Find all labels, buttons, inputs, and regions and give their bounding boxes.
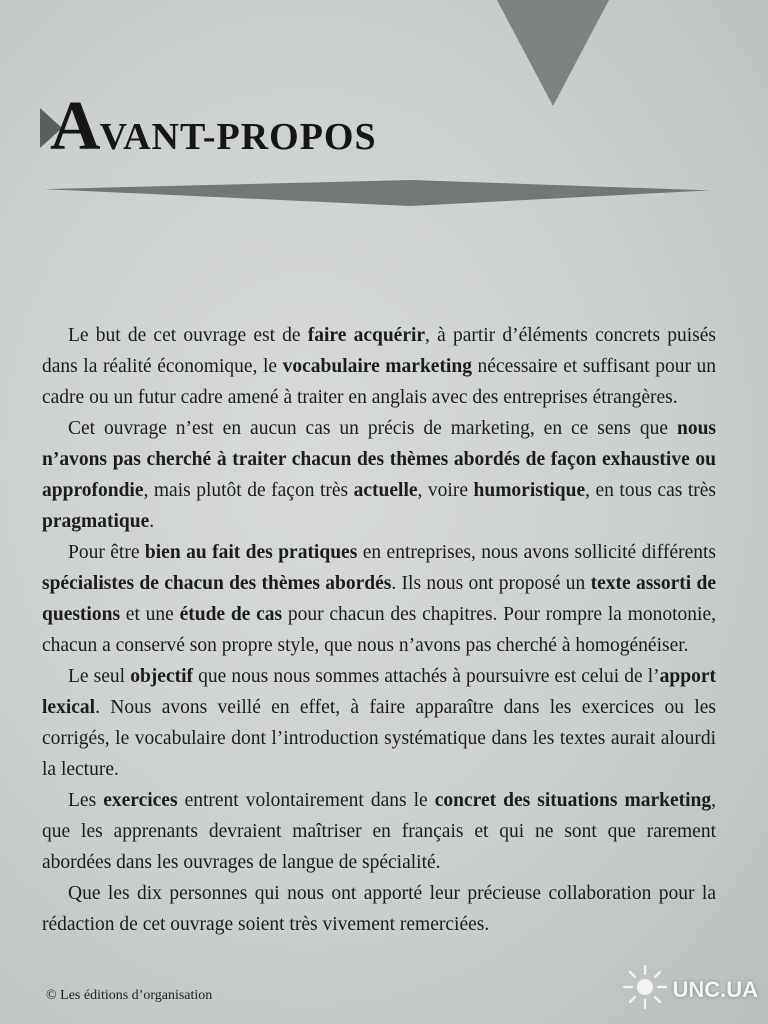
page-title (50, 88, 377, 165)
text-run: Pour être (68, 542, 145, 563)
bold-phrase: spécialistes de chacun des thèmes abordés (42, 573, 392, 594)
title-initial: A (50, 88, 100, 165)
bold-phrase: concret des situations marketing (434, 790, 712, 811)
text-run: , voire (417, 480, 474, 501)
title-rest: VANT-PROPOS (99, 116, 377, 158)
text-run: Cet ouvrage n’est en aucun cas un précis de marketing, en ce sens que (68, 418, 677, 439)
bold-phrase: objectif (130, 666, 194, 687)
bold-phrase: faire acquérir (307, 325, 426, 346)
text-run: et une (120, 604, 180, 625)
text-run: , que les apprenants devraient maîtriser en français et qui ne sont que rarement abordées dans les ouvrages de langue de spécialité. (42, 790, 717, 873)
bold-phrase: exercices (103, 790, 178, 811)
text-run: nécessaire et suffisant pour un cadre ou un futur cadre amené à traiter en anglais avec des entreprises étrangères. (42, 356, 716, 408)
text-run: que nous nous sommes attachés à poursuivre est celui de l’ (193, 666, 660, 687)
text-run: en entreprises, nous avons sollicité différents (357, 542, 716, 563)
text-run: Le but de cet ouvrage est de (68, 325, 308, 346)
text-run: Que les dix personnes qui nous ont apporté leur précieuse collaboration pour la rédaction de cet ouvrage soient très vivement remerciées. (42, 883, 716, 935)
text-run: . (149, 511, 155, 532)
text-run: Les (68, 790, 104, 811)
bold-phrase: texte assorti de questions (42, 573, 717, 625)
bold-phrase: actuelle (353, 480, 418, 501)
paragraph (42, 661, 716, 785)
title-underline-rule (44, 180, 710, 206)
copyright-footer: © Les éditions d’organisation (46, 988, 213, 1003)
bold-phrase: bien au fait des pratiques (144, 542, 358, 563)
watermark-text: UNC.UA (672, 977, 758, 1002)
bold-phrase: pragmatique (42, 511, 150, 532)
paragraph (42, 413, 716, 537)
text-run: Le seul (68, 666, 131, 687)
text-run: . Ils nous ont proposé un (391, 573, 591, 594)
sun-burst-icon (622, 964, 668, 1016)
text-run: , mais plutôt de façon très (143, 480, 354, 501)
paragraph (42, 537, 716, 661)
paragraph (42, 320, 716, 413)
bold-phrase: apport lexical (42, 666, 716, 718)
bold-phrase: vocabulaire marketing (282, 356, 472, 377)
title-block (40, 88, 560, 165)
watermark (622, 962, 758, 1018)
paragraph (42, 785, 716, 878)
text-run: . Nous avons veillé en effet, à faire apparaître dans les exercices ou les corrigés, le vocabulaire dont l’introduction systématique dans les textes aurait alourdi la lecture. (42, 697, 716, 780)
body-text (42, 320, 716, 940)
bold-phrase: nous n’avons pas cherché à traiter chacun des thèmes abordés de façon exhaustive ou approfondie (42, 418, 716, 501)
text-run: entrent volontairement dans le (177, 790, 435, 811)
bold-phrase: humoristique (473, 480, 586, 501)
text-run: pour chacun des chapitres. Pour rompre la monotonie, chacun a conservé son propre style, que nous n’avons pas cherché à homogénéiser. (42, 604, 716, 656)
decorative-triangle (497, 0, 609, 106)
text-run: , en tous cas très (585, 480, 716, 501)
paragraph (42, 878, 716, 940)
text-run: , à partir d’éléments concrets puisés dans la réalité économique, le (42, 325, 716, 377)
bold-phrase: étude de cas (179, 604, 283, 625)
